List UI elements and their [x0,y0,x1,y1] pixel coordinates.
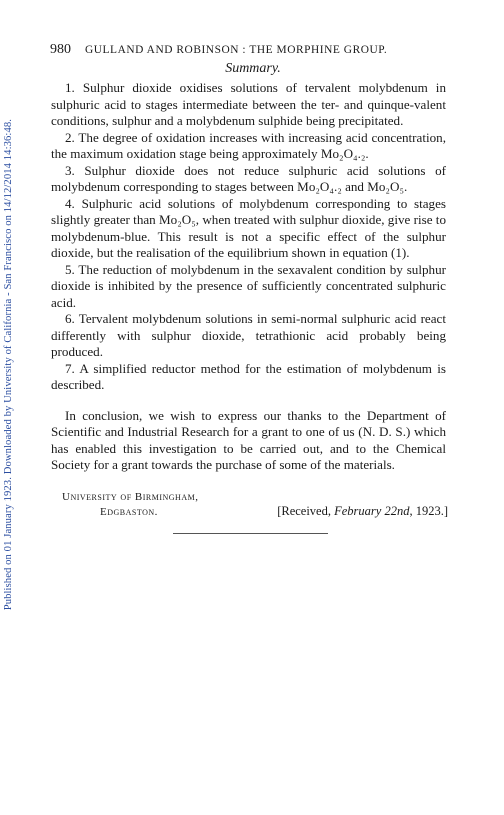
summary-point-1: 1. Sulphur dioxide oxidises solutions of tervalent molybdenum in sulphuric acid to stages intermediate between the ter- and quinque-valent conditions, sulphur and a molybdenum sulphide being precipitated. [51,80,446,128]
page-number: 980 [50,42,71,57]
summary-point-7: 7. A simplified reductor method for the estimation of molybdenum is described. [51,360,446,392]
acknowledgement-paragraph: In conclusion, we wish to express our thanks to the Department of Scientific and Industrial Research for a grant to one of us (N. D. S.) which has enabled this investigation to be carried out, and to the Chemical Society for a grant towards the purchase of some of the materials. [51,407,446,472]
end-rule [173,533,328,534]
summary-point-2: 2. The degree of oxidation increases with increasing acid concentration, the maximum oxidation stage being approximately Mo₂O₄.₂. [51,129,446,161]
page-header [50,42,446,58]
affiliation-city: Edgbaston. [100,506,158,518]
running-head: GULLAND AND ROBINSON : THE MORPHINE GROUP. [85,44,388,56]
download-margin-note-text: Published on 01 January 1923. Downloaded by University of California - San Francisco on 14/12/2014 14:36:48. [2,119,14,611]
summary-body [51,80,446,474]
summary-point-3: 3. Sulphur dioxide does not reduce sulphuric acid solutions of molybdenum corresponding to stages between Mo₂O₄.₂ and Mo₂O₅. [51,162,446,194]
summary-point-4: 4. Sulphuric acid solutions of molybdenum corresponding to stages slightly greater than Mo₂O₅, when treated with sulphur dioxide, give rise to molybdenum-blue. This result is not a specific effect of the sulphur dioxide, but the realisation of the equilibrium shown in equation (1). [51,195,446,260]
received-date-text: February 22nd [334,504,410,518]
summary-point-6: 6. Tervalent molybdenum solutions in semi-normal sulphuric acid react differently with sulphur dioxide, tetrathionic acid probably being produced. [51,311,446,359]
received-suffix: , 1923.] [409,504,448,518]
received-prefix: [Received, [277,504,335,518]
summary-point-5: 5. The reduction of molybdenum in the sexavalent condition by sulphur dioxide is inhibited by the presence of sufficiently concentrated sulphuric acid. [51,261,446,310]
received-date [277,505,448,518]
affiliation-block [62,491,448,519]
affiliation-university: University of Birmingham, [62,491,199,503]
download-margin-note [0,40,19,690]
section-title: Summary. [225,61,281,76]
